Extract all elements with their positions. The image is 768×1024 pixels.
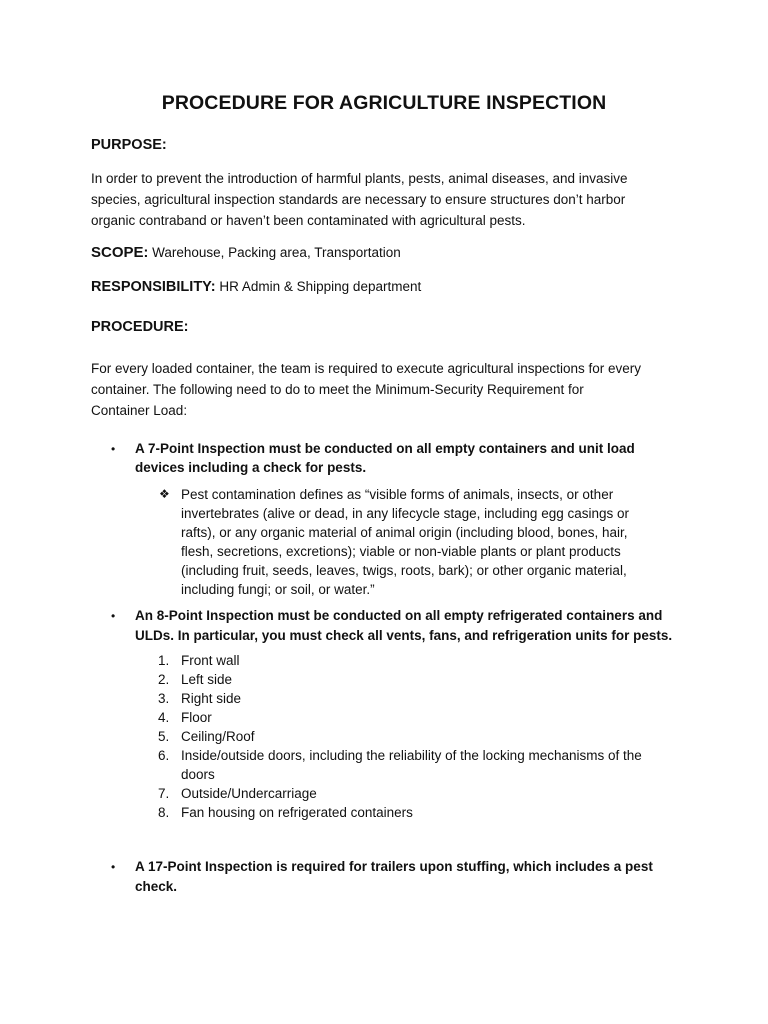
bullet3-line-2: check. (135, 879, 178, 894)
scope-colon: : (143, 245, 149, 261)
diamond-bullet-icon: ❖ (159, 487, 170, 501)
procedure-intro-line-3: Container Load: (91, 403, 188, 418)
procedure-intro-line-2: container. The following need to do to meet the Minimum-Security Requirement for (91, 382, 584, 397)
document-title: PROCEDURE FOR AGRICULTURE INSPECTION (161, 92, 607, 114)
pest-definition-line-3: rafts), or any organic material of animal origin (including blood, bones, hair, (181, 525, 628, 540)
purpose-line-3: organic contraband or haven’t been contaminated with agricultural pests. (91, 213, 526, 228)
responsibility-label: RESPONSIBILITY: (91, 279, 216, 295)
pest-definition-line-5: (including fruit, seeds, leaves, twigs, roots, bark); or other organic material, (181, 563, 627, 578)
pest-definition-line-6: including fungi; or soil, or water.” (181, 582, 375, 597)
bullet-icon: • (111, 609, 116, 623)
purpose-line-1: In order to prevent the introduction of harmful plants, pests, animal diseases, and invasive (91, 171, 628, 186)
list-number: 8. (158, 805, 170, 820)
scope-row (91, 243, 681, 263)
purpose-heading: PURPOSE: (91, 137, 167, 153)
scope-label: SCOPE (91, 244, 144, 261)
list-number: 6. (158, 748, 170, 763)
purpose-line-2: species, agricultural inspection standards are necessary to ensure structures don’t harbor (91, 192, 626, 207)
list-number: 7. (158, 786, 170, 801)
list-number: 4. (158, 710, 170, 725)
list-number: 1. (158, 653, 170, 668)
procedure-intro-line-1: For every loaded container, the team is required to execute agricultural inspections for every (91, 361, 642, 376)
bullet2-line-1: An 8-Point Inspection must be conducted on all empty refrigerated containers and (135, 608, 663, 623)
bullet1-line-1: A 7-Point Inspection must be conducted on all empty containers and unit load (135, 441, 635, 456)
procedure-heading: PROCEDURE: (91, 319, 189, 335)
responsibility-value: HR Admin & Shipping department (215, 279, 422, 294)
pest-definition-line-1: Pest contamination defines as “visible forms of animals, insects, or other (181, 487, 614, 502)
list-item: Fan housing on refrigerated containers (181, 805, 413, 820)
list-item: Right side (181, 691, 242, 706)
list-item-continuation: doors (181, 767, 215, 782)
list-number: 2. (158, 672, 170, 687)
bullet2-line-2: ULDs. In particular, you must check all vents, fans, and refrigeration units for pests. (135, 628, 673, 643)
list-number: 3. (158, 691, 170, 706)
scope-value: Warehouse, Packing area, Transportation (148, 245, 401, 260)
bullet-icon: • (111, 860, 116, 874)
list-item: Left side (181, 672, 233, 687)
pest-definition-line-4: flesh, secretions, excretions); viable or non-viable plants or plant products (181, 544, 621, 559)
list-number: 5. (158, 729, 170, 744)
list-item: Ceiling/Roof (181, 729, 255, 744)
bullet3-line-1: A 17-Point Inspection is required for trailers upon stuffing, which includes a pest (135, 859, 653, 874)
list-item: Floor (181, 710, 212, 725)
pest-definition-line-2: invertebrates (alive or dead, in any lifecycle stage, including egg casings or (181, 506, 629, 521)
bullet-icon: • (111, 442, 116, 456)
bullet1-line-2: devices including a check for pests. (135, 460, 367, 475)
list-item: Front wall (181, 653, 240, 668)
list-item: Inside/outside doors, including the reliability of the locking mechanisms of the (181, 748, 642, 763)
responsibility-row (91, 277, 681, 297)
list-item: Outside/Undercarriage (181, 786, 317, 801)
